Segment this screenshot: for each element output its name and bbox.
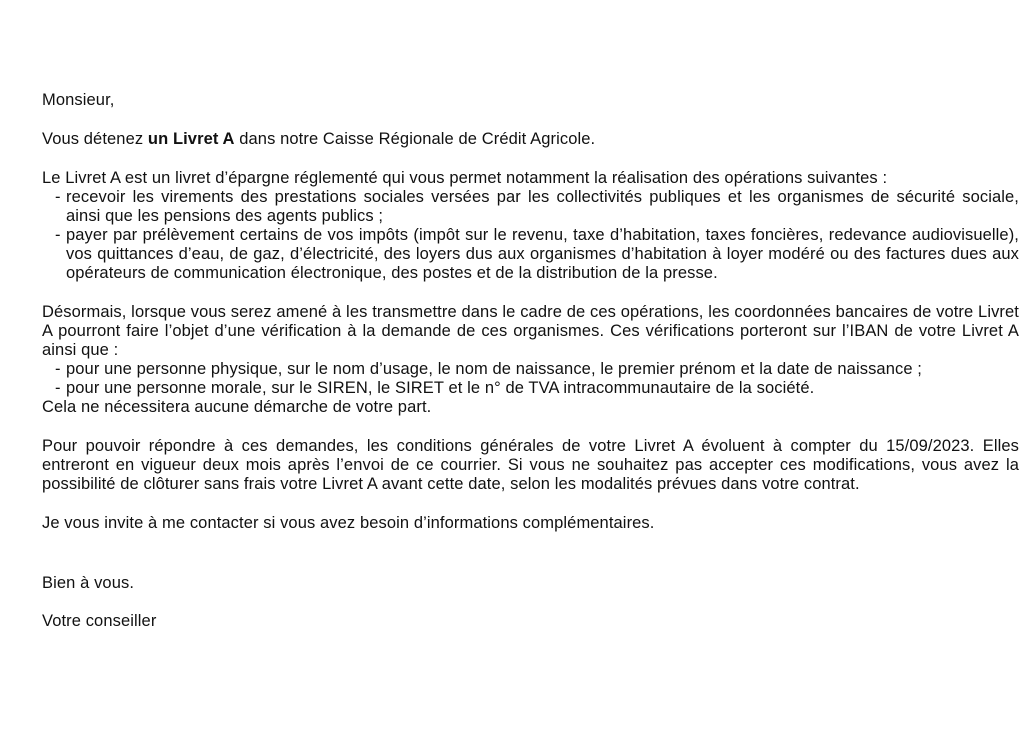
intro-bold-livret: Livret A: [172, 130, 235, 148]
list-item: - pour une personne physique, sur le nom d’usage, le nom de naissance, le premier prénom et la date de naissance ;: [42, 360, 1019, 379]
intro-bold-un: un: [147, 130, 169, 148]
verification-list: [42, 360, 1019, 398]
intro-text-pre: Vous détenez: [42, 130, 148, 148]
letter-body: [42, 91, 1019, 631]
list-item: - payer par prélèvement certains de vos impôts (impôt sur le revenu, taxe d’habitation, taxes foncières, redevance audiovisuelle), vos quittances d’eau, de gaz, d’électricité, des loyers dus aux organismes d’habitation à loyer modéré ou des factures dues aux opérateurs de communication électronique, des postes et de la distribution de la presse.: [42, 226, 1019, 283]
paragraph-contact: Je vous invite à me contacter si vous avez besoin d’informations complémentaires.: [42, 514, 655, 532]
list-item: - pour une personne morale, sur le SIREN, le SIRET et le n° de TVA intracommunautaire de la société.: [42, 379, 1019, 398]
operations-list: [42, 188, 1019, 283]
verification-closing: Cela ne nécessitera aucune démarche de votre part.: [42, 398, 432, 416]
paragraph-verification: Désormais, lorsque vous serez amené à les transmettre dans le cadre de ces opérations, les coordonnées bancaires de votre Livret A pourront faire l’objet d’une vérification à la demande de ces organismes. Ces vérifications porteront sur l’IBAN de votre Livret A ainsi que :: [42, 303, 1019, 359]
paragraph-conditions: Pour pouvoir répondre à ces demandes, les conditions générales de votre Livret A évoluent à compter du 15/09/2023. Elles entreront en vigueur deux mois après l’envoi de ce courrier. Si vous ne souhaitez pas accepter ces modifications, vous avez la possibilité de clôturer sans frais votre Livret A avant cette date, selon les modalités prévues dans votre contrat.: [42, 437, 1019, 493]
list-item: - recevoir les virements des prestations sociales versées par les collectivités publiques et les organismes de sécurité sociale, ainsi que les pensions des agents publics ;: [42, 188, 1019, 226]
intro-text-post: dans notre Caisse Régionale de Crédit Agricole.: [234, 130, 596, 148]
closing-formula: Bien à vous.: [42, 574, 135, 592]
signature: Votre conseiller: [42, 612, 157, 630]
paragraph-livret-description: Le Livret A est un livret d’épargne réglementé qui vous permet notamment la réalisation des opérations suivantes :: [42, 169, 888, 187]
salutation: Monsieur,: [42, 91, 115, 109]
intro-paragraph: [42, 130, 1019, 149]
